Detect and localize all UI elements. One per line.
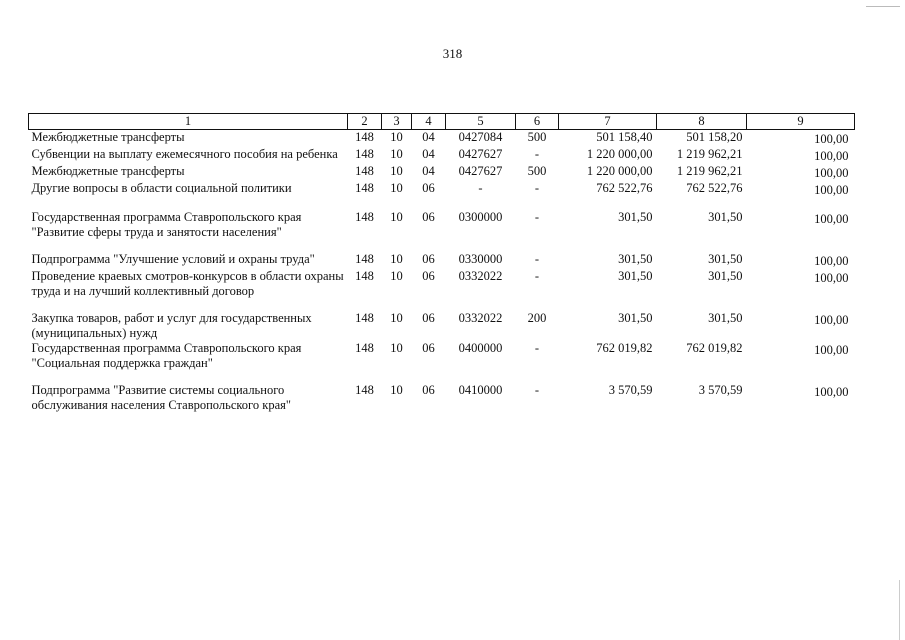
- cell-percent: 100,00: [814, 149, 849, 163]
- cell-target-article: 0400000: [458, 341, 503, 355]
- cell-expense-type: -: [534, 341, 540, 355]
- cell-expense-type: -: [534, 383, 540, 397]
- cell-section: 10: [390, 210, 403, 224]
- cell-expense-type: -: [534, 210, 540, 224]
- table-row: [29, 269, 855, 299]
- scan-edge-mark: [899, 580, 900, 640]
- cell-subsection: 06: [422, 341, 435, 355]
- cell-expense-type: -: [534, 181, 540, 195]
- cell-planned: 301,50: [618, 269, 653, 283]
- cell-percent: 100,00: [814, 385, 849, 399]
- cell-expense-type: 500: [527, 164, 547, 178]
- cell-executed: 762 019,82: [686, 341, 743, 355]
- row-name: Закупка товаров, работ и услуг для государственных (муниципальных) нужд: [31, 311, 312, 340]
- cell-ministry: 148: [355, 147, 374, 161]
- cell-subsection: 06: [422, 269, 435, 283]
- cell-expense-type: 500: [527, 130, 547, 144]
- column-header: 2: [348, 114, 382, 130]
- row-name: Проведение краевых смотров-конкурсов в области охраны труда и на лучший коллективный договор: [31, 269, 344, 298]
- cell-ministry: 148: [355, 341, 374, 355]
- row-spacer: [29, 371, 855, 383]
- column-header: 6: [516, 114, 559, 130]
- row-spacer: [29, 198, 855, 210]
- cell-subsection: 04: [422, 164, 435, 178]
- cell-percent: 100,00: [814, 271, 849, 285]
- cell-planned: 501 158,40: [596, 130, 653, 144]
- cell-planned: 301,50: [618, 311, 653, 325]
- cell-target-article: -: [478, 181, 483, 195]
- cell-subsection: 04: [422, 147, 435, 161]
- cell-section: 10: [390, 383, 403, 397]
- row-name: Субвенции на выплату ежемесячного пособия на ребенка: [31, 147, 338, 161]
- cell-ministry: 148: [355, 252, 374, 266]
- table-row: [29, 130, 855, 148]
- column-header: 7: [559, 114, 657, 130]
- cell-expense-type: -: [534, 252, 540, 266]
- cell-subsection: 06: [422, 311, 435, 325]
- row-name: Подпрограмма "Улучшение условий и охраны труда": [31, 252, 315, 266]
- cell-subsection: 04: [422, 130, 435, 144]
- row-spacer: [29, 299, 855, 311]
- column-header: 5: [446, 114, 516, 130]
- header-row: [29, 114, 855, 130]
- cell-section: 10: [390, 311, 403, 325]
- table-row: [29, 383, 855, 413]
- cell-target-article: 0410000: [458, 383, 503, 397]
- cell-ministry: 148: [355, 269, 374, 283]
- cell-section: 10: [390, 130, 403, 144]
- cell-percent: 100,00: [814, 212, 849, 226]
- cell-section: 10: [390, 181, 403, 195]
- row-name: Государственная программа Ставропольского края "Развитие сферы труда и занятости населения": [31, 210, 302, 239]
- cell-expense-type: -: [534, 269, 540, 283]
- cell-planned: 762 522,76: [596, 181, 653, 195]
- cell-subsection: 06: [422, 383, 435, 397]
- cell-target-article: 0427084: [458, 130, 503, 144]
- table-row: [29, 311, 855, 341]
- column-header: 8: [657, 114, 747, 130]
- cell-planned: 301,50: [618, 252, 653, 266]
- cell-planned: 1 220 000,00: [586, 164, 653, 178]
- cell-executed: 301,50: [708, 252, 743, 266]
- row-name: Государственная программа Ставропольского края "Социальная поддержка граждан": [31, 341, 302, 370]
- page-number: 318: [442, 46, 463, 61]
- cell-percent: 100,00: [814, 132, 849, 146]
- cell-executed: 301,50: [708, 210, 743, 224]
- cell-ministry: 148: [355, 164, 374, 178]
- cell-executed: 301,50: [708, 269, 743, 283]
- cell-expense-type: -: [534, 147, 540, 161]
- cell-ministry: 148: [355, 311, 374, 325]
- cell-target-article: 0427627: [458, 164, 503, 178]
- cell-ministry: 148: [355, 210, 374, 224]
- cell-executed: 762 522,76: [686, 181, 743, 195]
- column-header: 1: [29, 114, 348, 130]
- cell-ministry: 148: [355, 181, 374, 195]
- column-header: 9: [747, 114, 855, 130]
- cell-planned: 1 220 000,00: [586, 147, 653, 161]
- cell-ministry: 148: [355, 383, 374, 397]
- cell-target-article: 0332022: [458, 269, 503, 283]
- cell-executed: 1 219 962,21: [676, 147, 743, 161]
- cell-planned: 3 570,59: [608, 383, 653, 397]
- column-header: 4: [412, 114, 446, 130]
- cell-subsection: 06: [422, 181, 435, 195]
- cell-percent: 100,00: [814, 254, 849, 268]
- cell-target-article: 0427627: [458, 147, 503, 161]
- cell-section: 10: [390, 269, 403, 283]
- cell-subsection: 06: [422, 210, 435, 224]
- scan-edge-mark: [866, 6, 900, 7]
- table-row: [29, 147, 855, 164]
- cell-ministry: 148: [355, 130, 374, 144]
- row-spacer: [29, 240, 855, 252]
- table-row: [29, 164, 855, 181]
- column-header: 3: [382, 114, 412, 130]
- cell-target-article: 0300000: [458, 210, 503, 224]
- row-name: Межбюджетные трансферты: [31, 164, 185, 178]
- row-name: Подпрограмма "Развитие системы социального обслуживания населения Ставропольского края": [31, 383, 291, 412]
- cell-section: 10: [390, 164, 403, 178]
- cell-executed: 3 570,59: [698, 383, 743, 397]
- table-row: [29, 252, 855, 269]
- cell-planned: 762 019,82: [596, 341, 653, 355]
- table-row: [29, 181, 855, 198]
- cell-percent: 100,00: [814, 183, 849, 197]
- cell-executed: 301,50: [708, 311, 743, 325]
- cell-percent: 100,00: [814, 166, 849, 180]
- cell-target-article: 0332022: [458, 311, 503, 325]
- cell-target-article: 0330000: [458, 252, 503, 266]
- cell-executed: 501 158,20: [686, 130, 743, 144]
- table-row: [29, 210, 855, 240]
- cell-executed: 1 219 962,21: [676, 164, 743, 178]
- cell-percent: 100,00: [814, 343, 849, 357]
- cell-section: 10: [390, 252, 403, 266]
- cell-section: 10: [390, 147, 403, 161]
- budget-table: [28, 113, 855, 413]
- cell-expense-type: 200: [527, 311, 547, 325]
- cell-planned: 301,50: [618, 210, 653, 224]
- table-row: [29, 341, 855, 371]
- cell-subsection: 06: [422, 252, 435, 266]
- cell-section: 10: [390, 341, 403, 355]
- row-name: Межбюджетные трансферты: [31, 130, 185, 144]
- row-name: Другие вопросы в области социальной политики: [31, 181, 292, 195]
- cell-percent: 100,00: [814, 313, 849, 327]
